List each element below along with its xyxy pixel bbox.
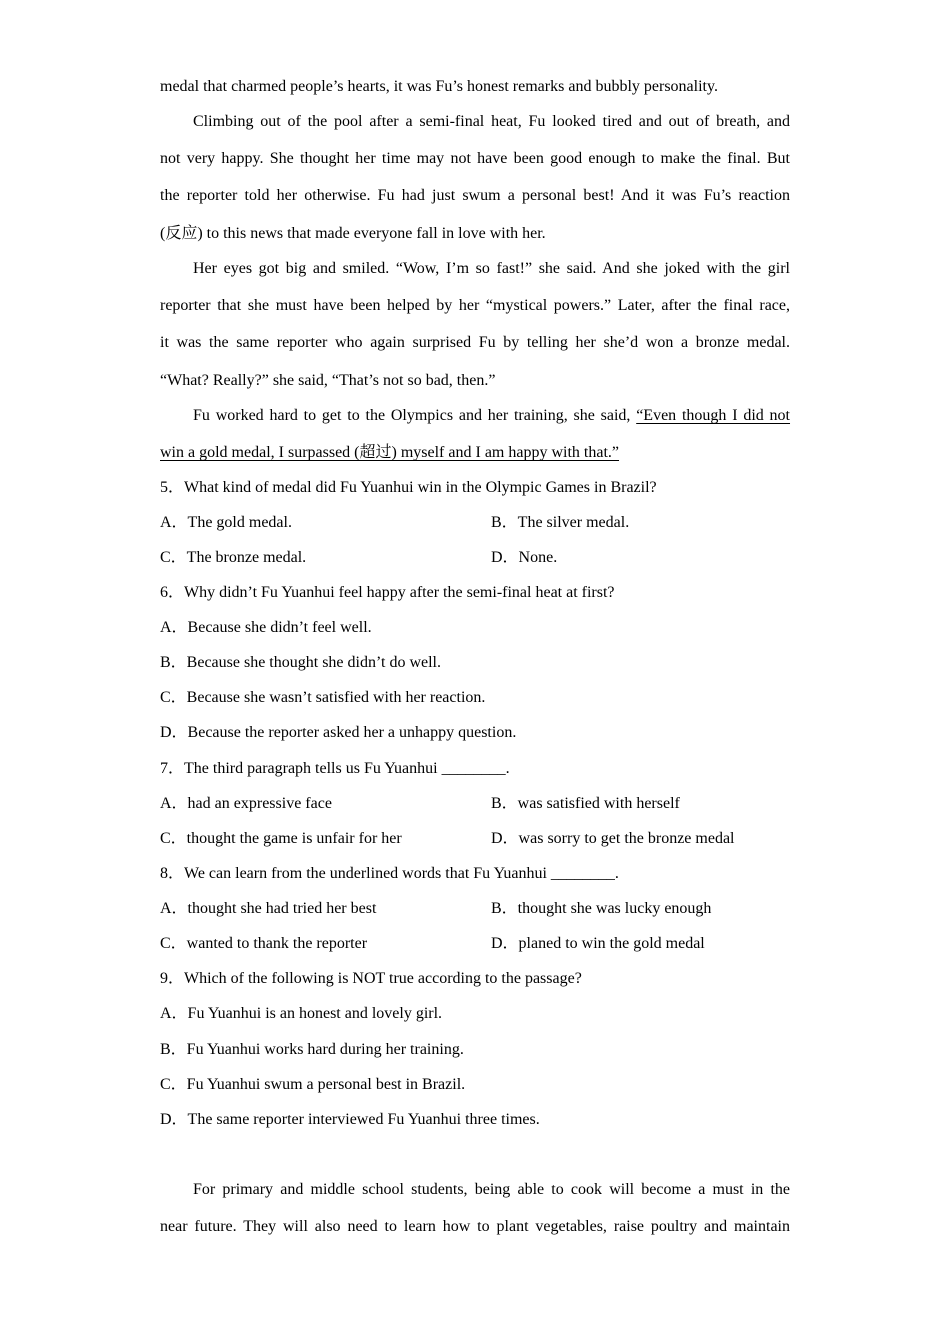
option-b: B．The silver medal. (491, 514, 630, 531)
option-a: A．Fu Yuanhui is an honest and lovely girl. (160, 1005, 443, 1022)
option-c: C．Fu Yuanhui swum a personal best in Brazil. (160, 1076, 466, 1093)
passage-line: not very happy. She thought her time may not have been good enough to make the final. But (160, 150, 790, 167)
option-a: A．Because she didn’t feel well. (160, 619, 372, 636)
option-b: B．thought she was lucky enough (491, 900, 712, 917)
underlined-quote: win a gold medal, I surpassed (超过) myself and I am happy with that.” (160, 444, 620, 461)
question-stem: 7．The third paragraph tells us Fu Yuanhui ________. (160, 760, 510, 777)
option-d: D．None. (491, 549, 558, 566)
question-stem: 6．Why didn’t Fu Yuanhui feel happy after the semi-final heat at first? (160, 584, 615, 601)
passage-line: Her eyes got big and smiled. “Wow, I’m so fast!” she said. And she joked with the girl (193, 260, 790, 277)
option-c: C．thought the game is unfair for her (160, 830, 402, 847)
underlined-quote: “Even though I did not (636, 407, 791, 424)
passage-line: reporter that she must have been helped by her “mystical powers.” Later, after the final race, (160, 297, 790, 314)
passage-line: Climbing out of the pool after a semi-final heat, Fu looked tired and out of breath, and (193, 113, 790, 130)
option-b: B．Fu Yuanhui works hard during her training. (160, 1041, 464, 1058)
passage-line: it was the same reporter who again surprised Fu by telling her she’d won a bronze medal. (160, 334, 790, 351)
passage-text: Fu worked hard to get to the Olympics and her training, she said, (193, 407, 637, 424)
option-c: C．The bronze medal. (160, 549, 307, 566)
option-c: C．wanted to thank the reporter (160, 935, 368, 952)
option-a: A．The gold medal. (160, 514, 292, 531)
option-b: B．was satisfied with herself (491, 795, 680, 812)
option-c: C．Because she wasn’t satisfied with her reaction. (160, 689, 486, 706)
question-stem: 8．We can learn from the underlined words that Fu Yuanhui ________. (160, 865, 619, 882)
question-stem: 9．Which of the following is NOT true according to the passage? (160, 970, 582, 987)
option-b: B．Because she thought she didn’t do well. (160, 654, 442, 671)
option-d: D．planed to win the gold medal (491, 935, 705, 952)
passage-line (160, 443, 790, 463)
passage-line: the reporter told her otherwise. Fu had just swum a personal best! And it was Fu’s reaction (160, 187, 790, 204)
passage-line: (反应) to this news that made everyone fall in love with her. (160, 225, 546, 242)
question-stem: 5．What kind of medal did Fu Yuanhui win in the Olympic Games in Brazil? (160, 479, 657, 496)
passage-line: medal that charmed people’s hearts, it was Fu’s honest remarks and bubbly personality. (160, 78, 718, 95)
passage-line: For primary and middle school students, being able to cook will become a must in the (193, 1181, 790, 1198)
passage-line (160, 406, 790, 426)
passage-line: near future. They will also need to learn how to plant vegetables, raise poultry and maintain (160, 1218, 790, 1235)
option-d: D．was sorry to get the bronze medal (491, 830, 735, 847)
passage-line: “What? Really?” she said, “That’s not so bad, then.” (160, 372, 496, 389)
option-a: A．had an expressive face (160, 795, 332, 812)
option-a: A．thought she had tried her best (160, 900, 377, 917)
option-d: D．Because the reporter asked her a unhappy question. (160, 724, 517, 741)
option-d: D．The same reporter interviewed Fu Yuanhui three times. (160, 1111, 540, 1128)
